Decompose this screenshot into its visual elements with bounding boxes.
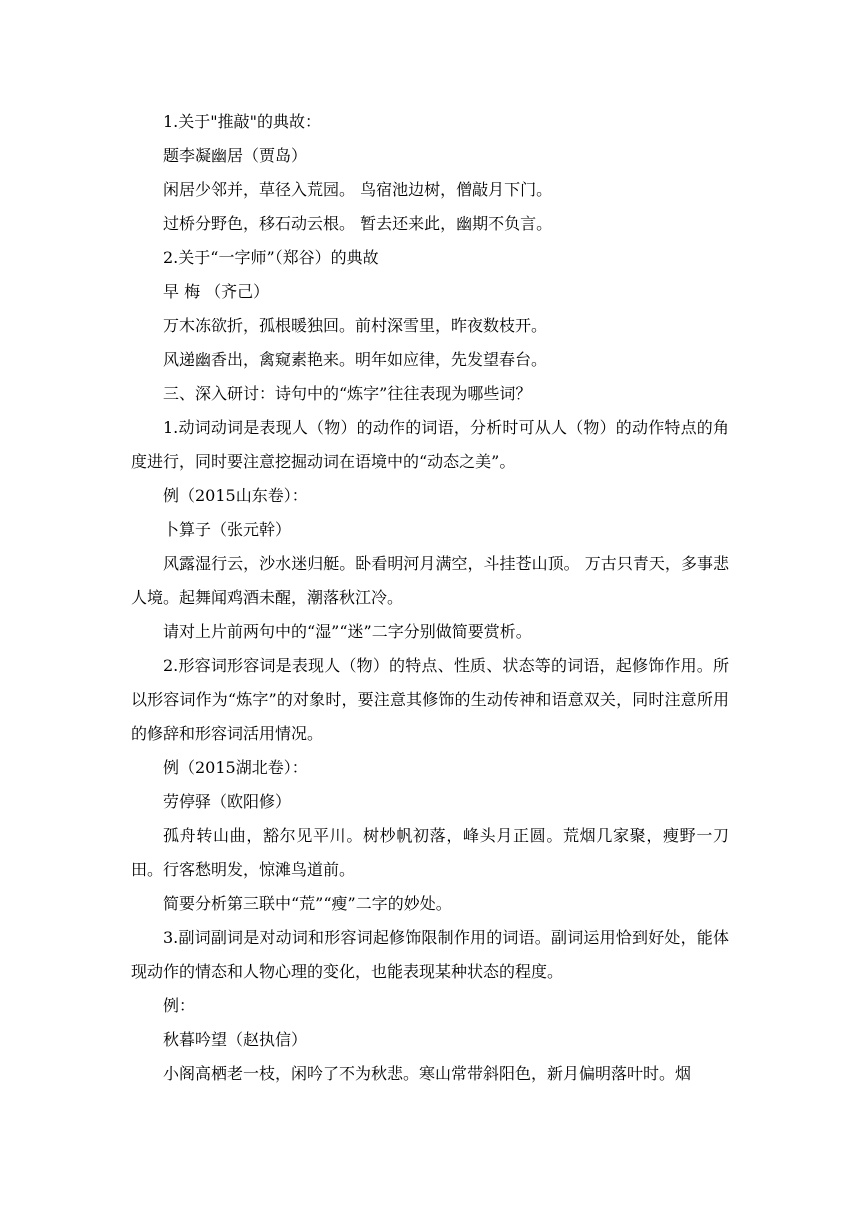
example-label: 例： xyxy=(163,996,196,1015)
example-label: 例（2015山东卷）： xyxy=(163,486,308,505)
poem-title: 劳停驿（欧阳修） xyxy=(163,792,292,811)
question: 请对上片前两句中的“湿”“迷”二字分别做简要赏析。 xyxy=(163,622,532,641)
poem-line: 万木冻欲折，孤根暖独回。前村深雪里，昨夜数枝开。 xyxy=(163,316,548,335)
poem-title: 早 梅 （齐己） xyxy=(163,282,270,301)
poem-title: 卜算子（张元幹） xyxy=(163,520,292,539)
poem-line: 过桥分野色，移石动云根。 暂去还来此，幽期不负言。 xyxy=(163,214,553,233)
poem-title: 题李凝幽居（贾岛） xyxy=(163,146,308,165)
document-page xyxy=(131,105,729,1091)
question: 简要分析第三联中“荒”“瘦”二字的妙处。 xyxy=(163,894,452,913)
poem-text: 小阁高栖老一枝，闲吟了不为秋悲。寒山常带斜阳色，新月偏明落叶时。烟 xyxy=(163,1064,692,1083)
body-paragraph: 3.副词副词是对动词和形容词起修饰限制作用的词语。副词运用恰到好处，能体现动作的情态和人物心理的变化，也能表现某种状态的程度。 xyxy=(131,928,729,981)
poem-title: 秋暮吟望（赵执信） xyxy=(163,1030,308,1049)
poem-line: 闲居少邻并，草径入荒园。 鸟宿池边树，僧敲月下门。 xyxy=(163,180,553,199)
body-paragraph: 2.形容词形容词是表现人（物）的特点、性质、状态等的词语，起修饰作用。所以形容词作为“炼字”的对象时，要注意其修饰的生动传神和语意双关，同时注意所用的修辞和形容词活用情况。 xyxy=(131,656,729,743)
heading-yizishi: 2.关于“一字师”（郑谷）的典故 xyxy=(163,248,379,267)
body-paragraph: 1.动词动词是表现人（物）的动作的词语，分析时可从人（物）的动作特点的角度进行，同时要注意挖掘动词在语境中的“动态之美”。 xyxy=(131,418,729,471)
section-heading: 三、深入研讨：诗句中的“炼字”往往表现为哪些词？ xyxy=(163,384,532,403)
poem-text: 孤舟转山曲，豁尔见平川。树杪帆初落，峰头月正圆。荒烟几家聚，瘦野一刀田。行客愁明发，惊滩鸟道前。 xyxy=(131,826,729,879)
poem-text: 风露湿行云，沙水迷归艇。卧看明河月满空，斗挂苍山顶。 万古只青天，多事悲人境。起舞闻鸡酒未醒，潮落秋江冷。 xyxy=(131,554,729,607)
heading-tuiqiao: 1.关于"推敲"的典故： xyxy=(163,112,321,131)
poem-line: 风递幽香出，禽窥素艳来。明年如应律，先发望春台。 xyxy=(163,350,548,369)
example-label: 例（2015湖北卷）： xyxy=(163,758,308,777)
